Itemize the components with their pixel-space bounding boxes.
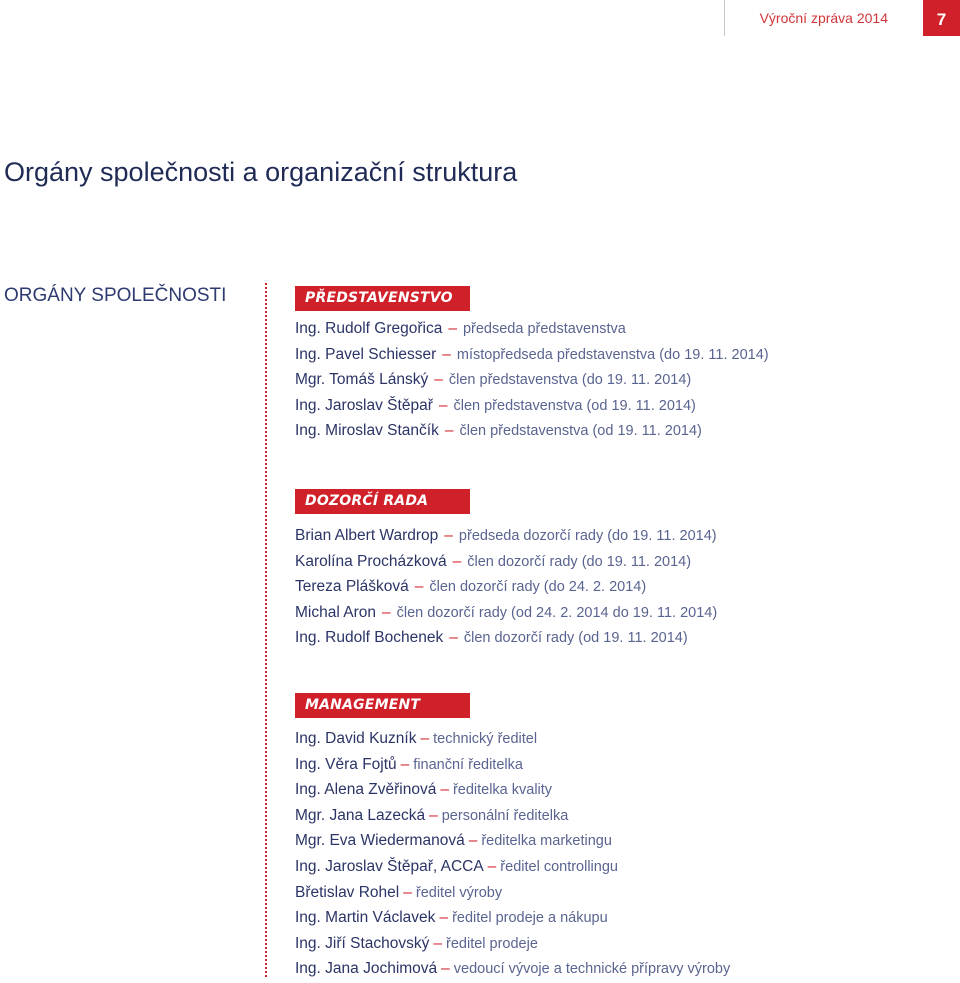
supervisory-board-list (295, 523, 717, 651)
list-item: Brian Albert Wardrop – předseda dozorčí rady (do 19. 11. 2014) (295, 527, 717, 544)
list-item: Michal Aron – člen dozorčí rady (od 24. 2. 2014 do 19. 11. 2014) (295, 603, 718, 621)
section-heading-supervisory-board: DOZORČÍ RADA (295, 489, 470, 514)
section-board (295, 286, 769, 444)
page-number: 7 (923, 0, 960, 36)
management-list (295, 726, 730, 982)
report-title: Výroční zpráva 2014 (759, 10, 888, 26)
board-list (295, 316, 769, 444)
section-heading-board: PŘEDSTAVENSTVO (295, 286, 470, 311)
dotted-divider (265, 283, 267, 977)
list-item: Ing. Jiří Stachovský – ředitel prodeje (295, 934, 538, 952)
section-label: ORGÁNY SPOLEČNOSTI (4, 285, 227, 306)
page-title: Orgány společnosti a organizační struktura (4, 157, 518, 187)
section-supervisory-board (295, 489, 717, 651)
list-item: Ing. Alena Zvěřinová – ředitelka kvality (295, 781, 553, 799)
list-item: Ing. Pavel Schiesser – místopředseda představenstva (do 19. 11. 2014) (295, 345, 769, 363)
list-item: Karolína Procházková – člen dozorčí rady (do 19. 11. 2014) (295, 552, 692, 570)
list-item: Ing. Jaroslav Štěpař, ACCA – ředitel controllingu (295, 857, 618, 875)
list-item: Mgr. Eva Wiedermanová – ředitelka marketingu (295, 832, 612, 850)
list-item: Břetislav Rohel – ředitel výroby (295, 883, 503, 901)
list-item: Ing. Jaroslav Štěpař – člen představenstva (od 19. 11. 2014) (295, 396, 696, 414)
list-item: Ing. David Kuzník – technický ředitel (295, 730, 538, 747)
list-item: Ing. Miroslav Stančík – člen představenstva (od 19. 11. 2014) (295, 422, 702, 440)
list-item: Ing. Věra Fojtů – finanční ředitelka (295, 755, 523, 773)
list-item: Mgr. Tomáš Lánský – člen představenstva (do 19. 11. 2014) (295, 371, 692, 389)
list-item: Mgr. Jana Lazecká – personální ředitelka (295, 806, 569, 824)
section-management (295, 693, 730, 982)
list-item: Ing. Martin Václavek – ředitel prodeje a nákupu (295, 909, 608, 927)
header-divider (724, 0, 725, 36)
section-heading-management: MANAGEMENT (295, 693, 470, 718)
list-item: Ing. Rudolf Gregořica – předseda představenstva (295, 320, 626, 337)
list-item: Tereza Plášková – člen dozorčí rady (do 24. 2. 2014) (295, 578, 647, 596)
list-item: Ing. Jana Jochimová – vedoucí vývoje a technické přípravy výroby (295, 960, 731, 978)
list-item: Ing. Rudolf Bochenek – člen dozorčí rady (od 19. 11. 2014) (295, 629, 688, 647)
